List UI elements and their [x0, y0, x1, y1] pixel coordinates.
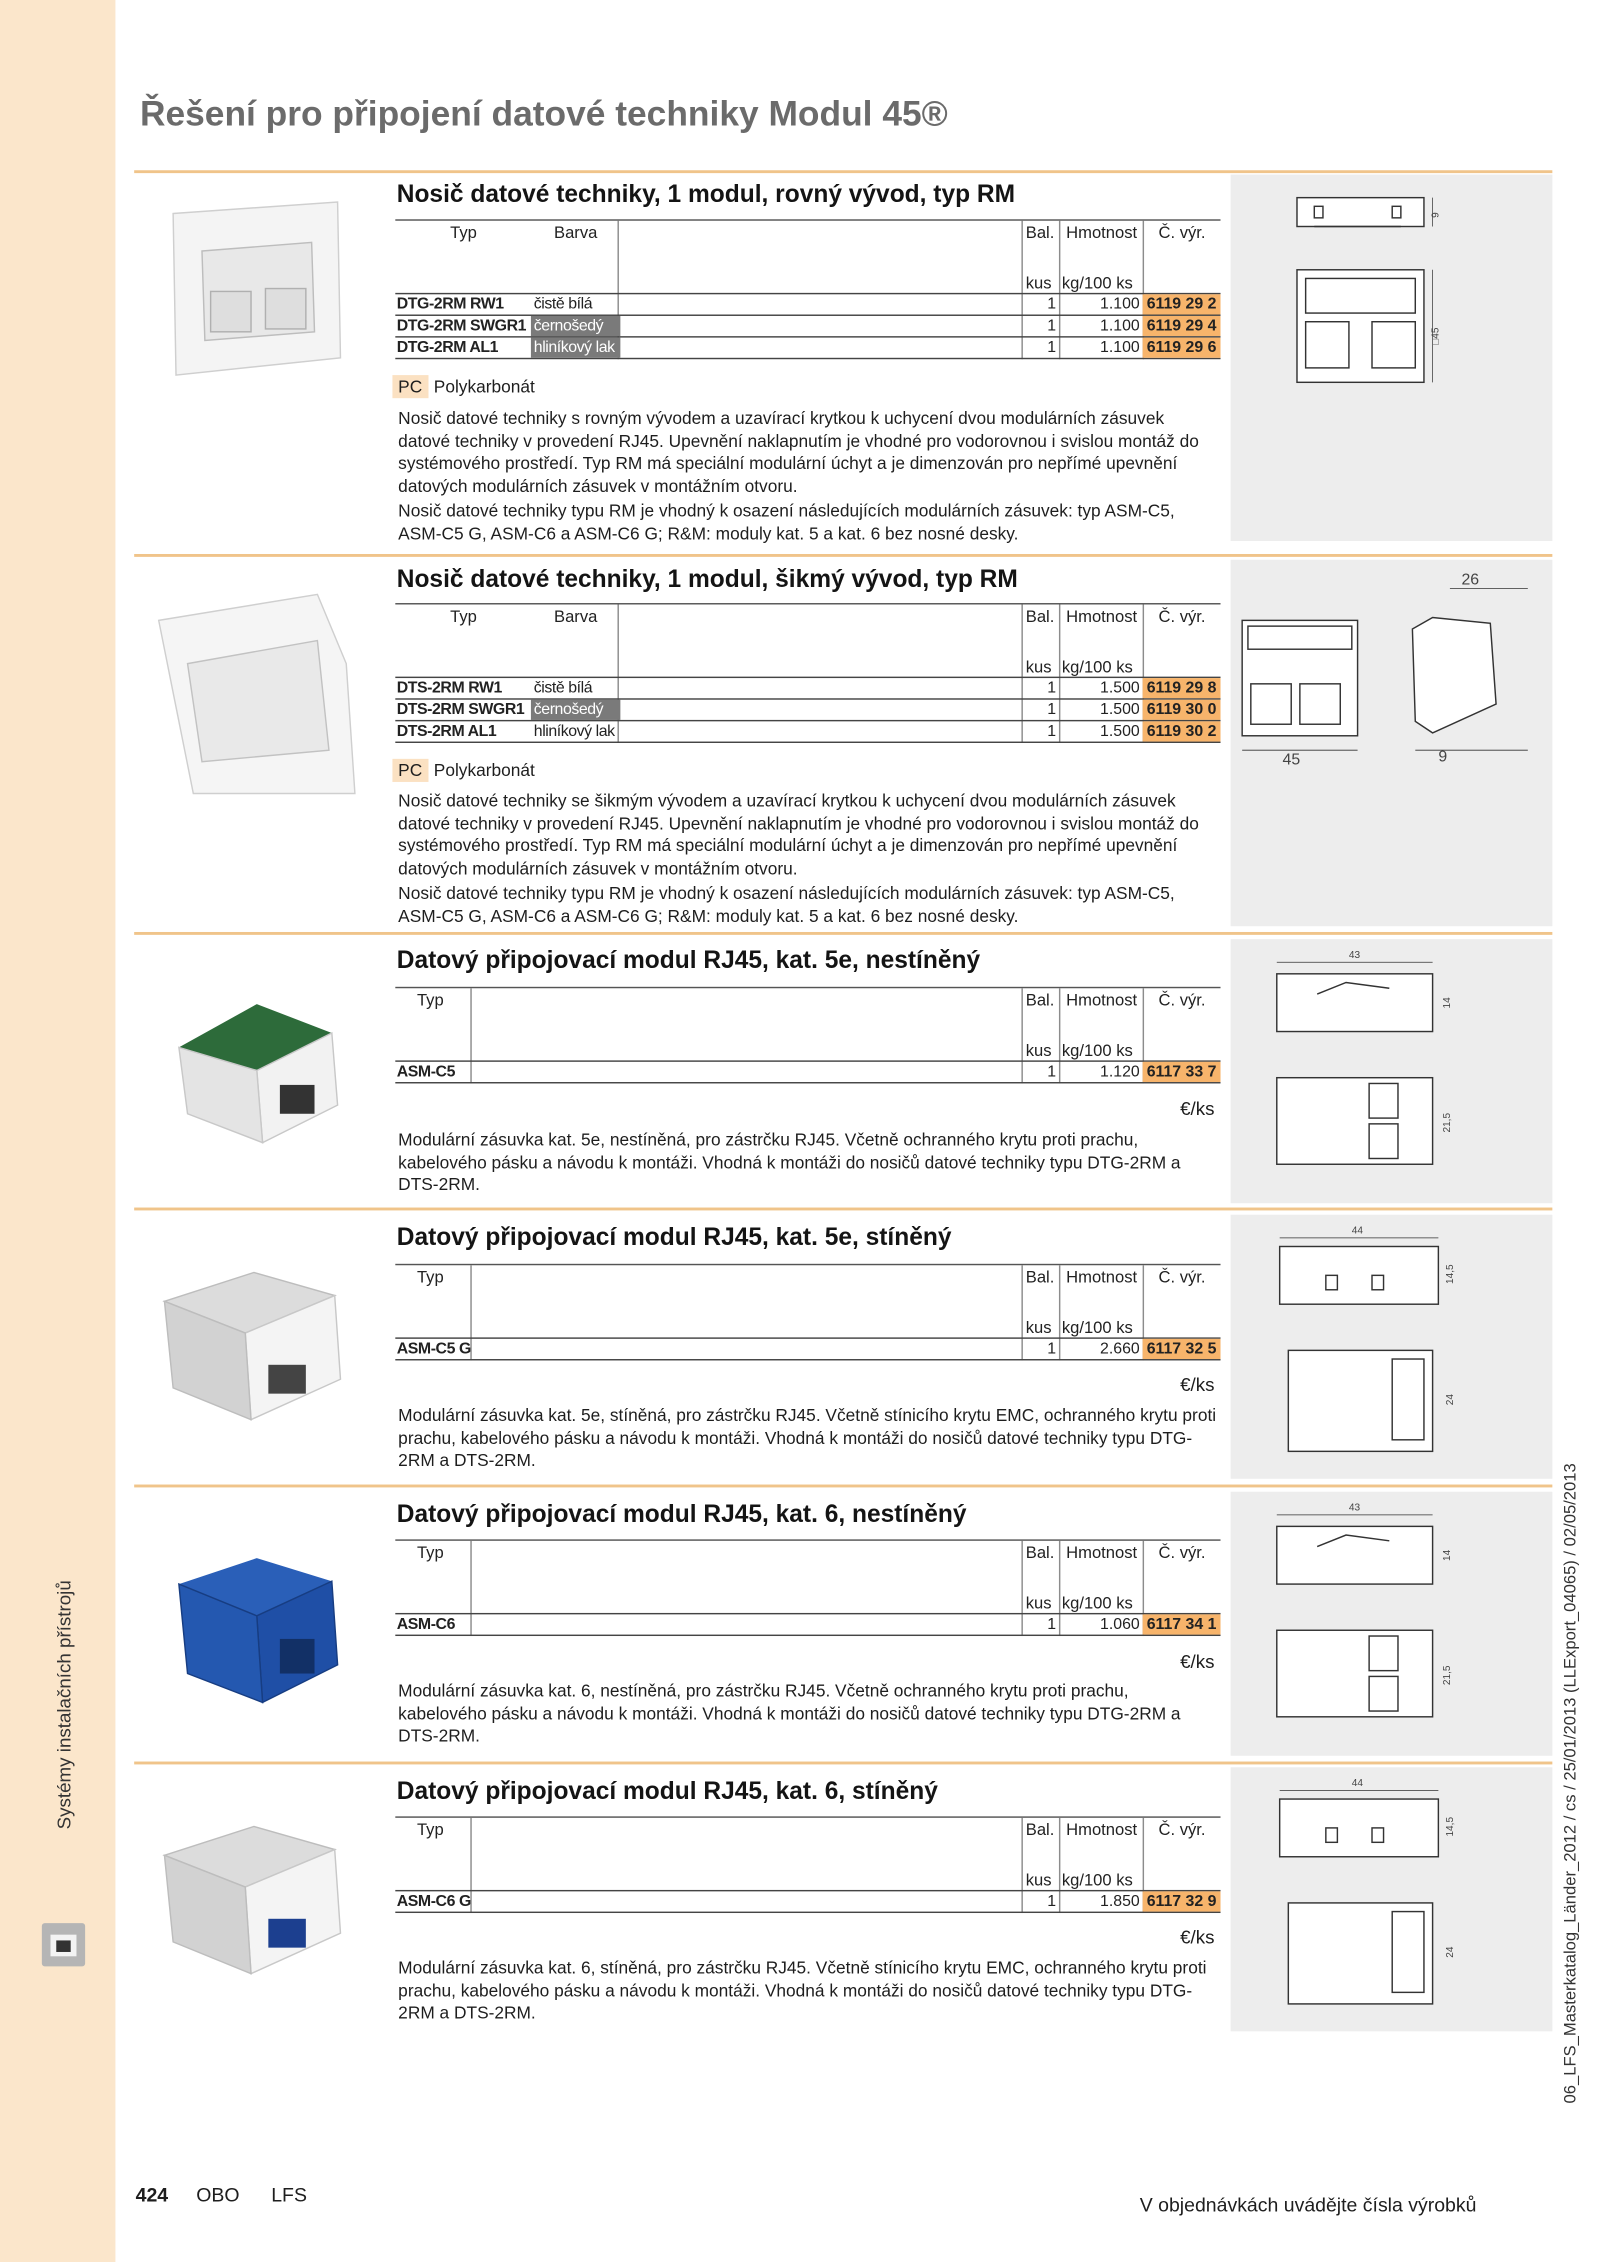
section-separator	[134, 932, 1552, 935]
header-type: Typ	[416, 1269, 444, 1287]
cell-color: čistě bílá	[533, 679, 593, 697]
header-pack-unit: kus	[1025, 659, 1052, 677]
header-pack: Bal.	[1025, 992, 1055, 1010]
section-description	[398, 1130, 1217, 1200]
cell-type: ASM-C5 G	[396, 1340, 471, 1358]
cell-weight: 1.060	[1100, 1615, 1140, 1634]
section-title: Datový připojovací modul RJ45, kat. 6, stíněný	[396, 1777, 938, 1805]
section-title: Datový připojovací modul RJ45, kat. 6, nestíněný	[396, 1500, 967, 1528]
dim-label: 21,5	[1441, 1112, 1453, 1133]
cell-weight: 1.500	[1100, 679, 1140, 697]
header-weight-unit: kg/100 ks	[1061, 1043, 1133, 1061]
product-table	[395, 219, 1220, 359]
header-pack-unit: kus	[1025, 1043, 1052, 1061]
cell-pack: 1	[1047, 295, 1057, 314]
material-note	[392, 759, 534, 782]
cell-code: 6119 29 4	[1143, 316, 1221, 336]
description-paragraph: Modulární zásuvka kat. 5e, nestíněná, pro zástrčku RJ45. Včetně ochranného krytu proti prachu, kabelového pásku a návodu k montáži. Vhodná k montáži do nosičů datové techniky typu DTG-2RM a DTS-2RM.	[398, 1129, 1181, 1195]
section-separator	[134, 1762, 1552, 1765]
cell-type: ASM-C6	[396, 1615, 455, 1634]
header-weight: Hmotnost	[1066, 225, 1138, 243]
technical-drawing	[1231, 1492, 1553, 1756]
table-header	[395, 987, 1220, 1061]
description-paragraph: Modulární zásuvka kat. 5e, stíněná, pro zástrčku RJ45. Včetně stínicího krytu EMC, ochranného krytu proti prachu, kabelového pásku a návodu k montáži. Vhodná k montáži do nosičů datové techniky typu DTG-2RM a DTS-2RM.	[398, 1405, 1217, 1471]
header-pack-unit: kus	[1025, 1872, 1052, 1890]
table-row	[395, 1890, 1220, 1913]
header-pack: Bal.	[1025, 1269, 1055, 1287]
section-description	[398, 1405, 1217, 1475]
cell-pack: 1	[1047, 1892, 1057, 1911]
technical-drawing	[1231, 175, 1553, 541]
dim-label: 9	[1430, 212, 1442, 218]
cell-type: DTS-2RM RW1	[396, 679, 502, 697]
cell-code: 6119 29 6	[1143, 338, 1221, 358]
price-unit: €/ks	[1180, 1373, 1215, 1396]
product-table	[395, 1264, 1220, 1361]
product-photo	[153, 1812, 355, 1992]
header-code: Č. výr.	[1158, 992, 1206, 1010]
description-paragraph: Modulární zásuvka kat. 6, stíněná, pro zástrčku RJ45. Včetně stínicího krytu EMC, ochranného krytu proti prachu, kabelového pásku a návodu k montáži. Vhodná k montáži do nosičů datové techniky typu DTG-2RM a DTS-2RM.	[398, 1957, 1207, 2023]
product-table	[395, 603, 1220, 743]
header-type: Typ	[416, 992, 444, 1010]
cell-type: DTG-2RM AL1	[396, 339, 499, 357]
header-type: Typ	[416, 1545, 444, 1563]
table-row	[395, 677, 1220, 699]
description-paragraph: Nosič datové techniky se šikmým vývodem a uzavírací krytkou k uchycení dvou modulárních zásuvek datové techniky v provedení RJ45. Upevnění naklapnutím je vhodné pro vodorovnou i svislou montáž do systémového prostředí. Typ RM má speciální modulární úchyt a je dimenzován pro nepřímé upevnění datových modulárních zásuvek v montážním otvoru.	[398, 790, 1199, 878]
cell-pack: 1	[1047, 1340, 1057, 1358]
cell-code: 6119 29 8	[1143, 678, 1221, 698]
header-weight: Hmotnost	[1066, 1822, 1138, 1840]
cell-type: DTS-2RM AL1	[396, 722, 497, 741]
product-table	[395, 1816, 1220, 1913]
material-badge: PC	[392, 759, 428, 782]
dim-label: 21,5	[1441, 1665, 1453, 1686]
description-paragraph: Nosič datové techniky s rovným vývodem a uzavírací krytkou k uchycení dvou modulárních zásuvek datové techniky v provedení RJ45. Upevnění naklapnutím je vhodné pro vodorovnou i svislou montáž do systémového prostředí. Typ RM má speciální modulární úchyt a je dimenzován pro nepřímé upevnění datových modulárních zásuvek v montážním otvoru.	[398, 408, 1199, 496]
price-unit: €/ks	[1180, 1926, 1215, 1948]
header-type: Typ	[416, 1822, 444, 1840]
dim-label: 26	[1461, 571, 1480, 589]
header-weight-unit: kg/100 ks	[1061, 1872, 1133, 1890]
cell-color: černošedý	[531, 316, 620, 336]
material-label: Polykarbonát	[433, 376, 535, 397]
technical-drawing	[1231, 1767, 1553, 2031]
price-unit: €/ks	[1180, 1650, 1215, 1673]
product-photo	[144, 577, 360, 815]
header-pack-unit: kus	[1025, 1595, 1052, 1613]
material-note	[392, 375, 534, 398]
header-pack-unit: kus	[1025, 275, 1052, 293]
header-color: Barva	[553, 225, 598, 243]
file-note: 06_LFS_Masterkatalog_Länder_2012 / cs / 25/01/2013 (LLExport_04065) / 02/05/2013	[1562, 1463, 1580, 2104]
cell-pack: 1	[1047, 1615, 1057, 1634]
product-photo	[170, 990, 358, 1156]
page-title: Řešení pro připojení datové techniky Modul 45®	[139, 95, 948, 135]
dim-label: □45	[1430, 327, 1442, 345]
technical-drawing	[1231, 560, 1553, 926]
table-row	[395, 336, 1220, 359]
section-title: Nosič datové techniky, 1 modul, rovný vývod, typ RM	[396, 180, 1016, 208]
cell-weight: 2.660	[1100, 1340, 1140, 1358]
dim-label: 14	[1441, 997, 1453, 1009]
section-description	[398, 1958, 1217, 2028]
cell-code: 6119 30 0	[1143, 700, 1221, 720]
table-row	[395, 1613, 1220, 1636]
table-header	[395, 1539, 1220, 1613]
header-code: Č. výr.	[1158, 1269, 1206, 1287]
cell-code: 6119 30 2	[1143, 721, 1221, 741]
cell-pack: 1	[1047, 722, 1057, 741]
technical-drawing	[1231, 939, 1553, 1203]
dim-label: 14,5	[1444, 1816, 1456, 1837]
footer-note: V objednávkách uvádějte čísla výrobků	[1139, 2194, 1477, 2216]
footer-brand: LFS	[271, 2184, 307, 2206]
header-pack: Bal.	[1025, 225, 1055, 243]
header-pack: Bal.	[1025, 1822, 1055, 1840]
cell-type: ASM-C6 G	[396, 1892, 471, 1911]
cell-pack: 1	[1047, 317, 1057, 335]
table-row	[395, 315, 1220, 337]
header-pack: Bal.	[1025, 608, 1055, 627]
cell-code: 6117 32 5	[1143, 1339, 1221, 1359]
table-header	[395, 1816, 1220, 1890]
cell-color: hliníkový lak	[533, 722, 615, 741]
section-separator	[134, 1208, 1552, 1211]
technical-drawing	[1231, 1215, 1553, 1479]
cell-code: 6117 33 7	[1143, 1062, 1221, 1082]
cell-pack: 1	[1047, 679, 1057, 697]
header-pack-unit: kus	[1025, 1320, 1052, 1338]
table-row	[395, 720, 1220, 743]
section-description	[398, 791, 1217, 931]
dim-label: 14	[1441, 1549, 1453, 1562]
dim-label: 43	[1348, 1502, 1361, 1514]
cell-color: černošedý	[531, 700, 620, 720]
dim-label: 14,5	[1444, 1264, 1456, 1285]
section-description	[398, 408, 1217, 548]
cell-type: ASM-C5	[396, 1063, 455, 1081]
table-row	[395, 698, 1220, 720]
product-table	[395, 987, 1220, 1084]
dim-label: 44	[1351, 1225, 1364, 1237]
header-weight-unit: kg/100 ks	[1061, 275, 1133, 293]
table-row	[395, 1060, 1220, 1083]
cell-type: DTG-2RM SWGR1	[396, 317, 527, 335]
cell-weight: 1.100	[1100, 317, 1140, 335]
header-code: Č. výr.	[1158, 608, 1206, 627]
section-title: Datový připojovací modul RJ45, kat. 5e, stíněný	[396, 1223, 952, 1251]
header-weight-unit: kg/100 ks	[1061, 1595, 1133, 1613]
cell-weight: 1.500	[1100, 722, 1140, 741]
cell-code: 6117 32 9	[1143, 1891, 1221, 1911]
description-paragraph: Nosič datové techniky typu RM je vhodný k osazení následujících modulárních zásuvek: typ ASM-C5, ASM-C5 G, ASM-C6 a ASM-C6 G; R&M: moduly kat. 5 a kat. 6 bez nosné desky.	[398, 500, 1175, 544]
dim-label: 24	[1444, 1946, 1456, 1958]
table-header	[395, 603, 1220, 677]
header-pack: Bal.	[1025, 1545, 1055, 1563]
section-separator	[134, 1485, 1552, 1488]
cell-type: DTS-2RM SWGR1	[396, 701, 525, 719]
side-label: Systémy instalačních přístrojů	[53, 1580, 76, 1830]
product-photo	[153, 188, 355, 397]
product-photo	[170, 1549, 358, 1729]
header-type: Typ	[450, 608, 477, 627]
section-title: Datový připojovací modul RJ45, kat. 5e, nestíněný	[396, 946, 981, 974]
header-weight: Hmotnost	[1066, 1545, 1138, 1563]
section-separator	[134, 554, 1552, 557]
header-type: Typ	[450, 225, 477, 243]
page-number: 424	[135, 2184, 169, 2206]
table-header	[395, 219, 1220, 293]
side-thumbnail	[42, 1923, 85, 1966]
cell-pack: 1	[1047, 1063, 1057, 1081]
section-title: Nosič datové techniky, 1 modul, šikmý vývod, typ RM	[396, 565, 1018, 593]
cell-color: hliníkový lak	[531, 338, 620, 358]
material-label: Polykarbonát	[433, 760, 535, 781]
cell-code: 6117 34 1	[1143, 1614, 1221, 1634]
section-description	[398, 1681, 1217, 1751]
price-unit: €/ks	[1180, 1097, 1215, 1120]
cell-pack: 1	[1047, 339, 1057, 357]
cell-weight: 1.850	[1100, 1892, 1140, 1911]
header-weight-unit: kg/100 ks	[1061, 659, 1133, 677]
product-table	[395, 1539, 1220, 1636]
dim-label: 45	[1282, 751, 1301, 769]
section-separator	[134, 170, 1552, 173]
dim-label: 44	[1351, 1778, 1364, 1790]
header-weight-unit: kg/100 ks	[1061, 1320, 1133, 1338]
header-weight: Hmotnost	[1066, 608, 1138, 627]
product-photo	[153, 1258, 355, 1438]
table-row	[395, 293, 1220, 315]
cell-weight: 1.100	[1100, 339, 1140, 357]
header-code: Č. výr.	[1158, 1545, 1206, 1563]
dim-label: 43	[1348, 949, 1361, 961]
header-weight: Hmotnost	[1066, 1269, 1138, 1287]
cell-weight: 1.500	[1100, 701, 1140, 719]
cell-pack: 1	[1047, 701, 1057, 719]
header-color: Barva	[553, 608, 598, 627]
cell-code: 6119 29 2	[1143, 294, 1221, 314]
header-code: Č. výr.	[1158, 1822, 1206, 1840]
footer-brand: OBO	[196, 2184, 240, 2206]
cell-type: DTG-2RM RW1	[396, 295, 504, 314]
header-weight: Hmotnost	[1066, 992, 1138, 1010]
description-paragraph: Modulární zásuvka kat. 6, nestíněná, pro zástrčku RJ45. Včetně ochranného krytu proti prachu, kabelového pásku a návodu k montáži. Vhodná k montáži do nosičů datové techniky typu DTG-2RM a DTS-2RM.	[398, 1680, 1181, 1746]
cell-weight: 1.120	[1100, 1063, 1140, 1081]
dim-label: 9	[1438, 748, 1448, 766]
table-row	[395, 1337, 1220, 1360]
material-badge: PC	[392, 375, 428, 398]
description-paragraph: Nosič datové techniky typu RM je vhodný k osazení následujících modulárních zásuvek: typ ASM-C5, ASM-C5 G, ASM-C6 a ASM-C6 G; R&M: moduly kat. 5 a kat. 6 bez nosné desky.	[398, 882, 1175, 926]
header-code: Č. výr.	[1158, 225, 1206, 243]
cell-color: čistě bílá	[533, 295, 593, 314]
cell-weight: 1.100	[1100, 295, 1140, 314]
table-header	[395, 1264, 1220, 1338]
dim-label: 24	[1444, 1393, 1456, 1406]
